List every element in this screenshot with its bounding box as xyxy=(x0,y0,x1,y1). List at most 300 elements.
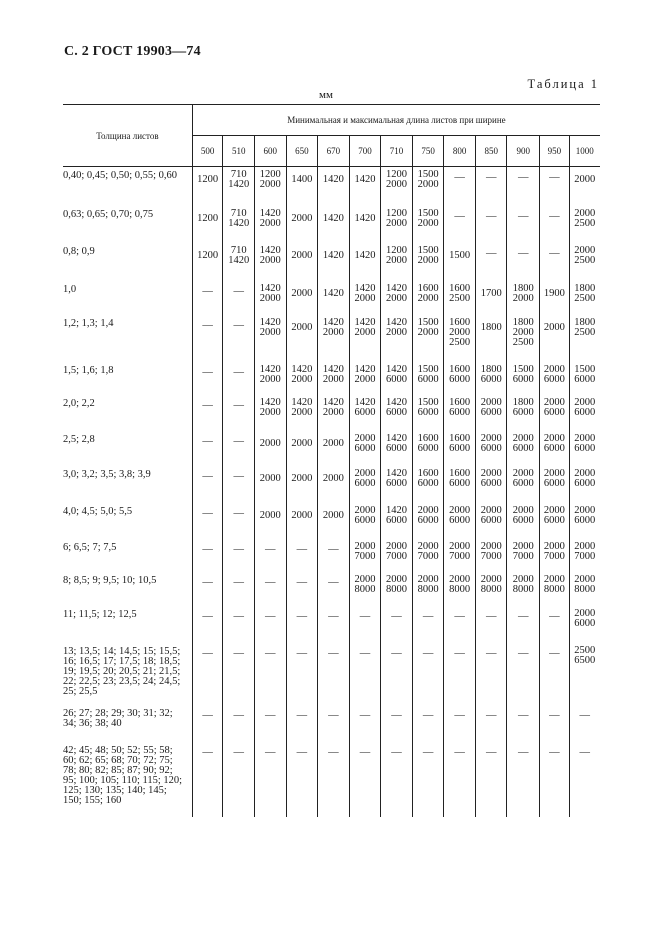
length-cell xyxy=(318,572,350,606)
length-value: 1200 xyxy=(197,249,219,261)
length-value: 6000 xyxy=(543,406,565,418)
length-value: 2000 xyxy=(386,254,407,266)
table-row xyxy=(63,315,600,362)
length-value: 1420 xyxy=(354,316,376,328)
length-value: 2000 xyxy=(386,326,407,338)
length-cell xyxy=(444,431,476,466)
length-value: 2000 xyxy=(449,326,471,338)
length-cell xyxy=(349,572,381,606)
length-cell xyxy=(475,395,507,431)
table-row xyxy=(63,431,600,466)
length-cell xyxy=(223,362,255,395)
length-cell xyxy=(349,742,381,817)
length-cell xyxy=(349,643,381,705)
length-cell xyxy=(349,466,381,503)
length-value: 6000 xyxy=(417,406,439,418)
length-cell xyxy=(254,705,286,742)
length-cell xyxy=(444,643,476,705)
table-row xyxy=(63,705,600,742)
length-cell xyxy=(286,167,318,206)
thickness-cell: 13; 13,5; 14; 14,5; 15; 15,5; 16; 16,5; 17; 17,5; 18; 18,5; 19; 19,5; 20; 20,5; 21; 21,5; 22; 22,5; 23; 23,5; 24; 24,5; 25; 25,5 xyxy=(63,645,181,697)
length-cell xyxy=(540,503,570,539)
thickness-cell: 2,5; 2,8 xyxy=(63,433,95,445)
length-cell xyxy=(286,206,318,243)
length-cell xyxy=(507,572,540,606)
length-value: 2000 xyxy=(574,174,596,185)
length-value: 1420 xyxy=(291,396,313,408)
length-value: 6000 xyxy=(354,406,376,418)
dash-mark: — xyxy=(579,746,591,758)
length-value: 2000 xyxy=(354,432,376,444)
length-cell xyxy=(540,606,570,643)
length-value: 8000 xyxy=(512,583,534,595)
length-value: 2000 xyxy=(259,472,281,484)
length-cell xyxy=(254,281,286,315)
length-cell xyxy=(412,503,444,539)
length-cell xyxy=(540,643,570,705)
length-cell xyxy=(507,643,540,705)
dash-mark: — xyxy=(202,470,213,482)
length-value: 1420 xyxy=(291,363,313,375)
length-cell xyxy=(192,606,223,643)
length-value: 2000 xyxy=(354,504,376,516)
dash-mark: — xyxy=(328,746,339,758)
length-cell xyxy=(381,466,413,503)
length-cell xyxy=(286,431,318,466)
length-value: 2000 xyxy=(480,540,502,552)
dash-mark: — xyxy=(265,746,276,758)
length-cell xyxy=(444,466,476,503)
length-cell xyxy=(540,281,570,315)
length-value: 2000 xyxy=(291,249,313,261)
thickness-cell: 26; 27; 28; 29; 30; 31; 32; 34; 36; 38; 40 xyxy=(63,707,173,729)
length-value: 2000 xyxy=(386,292,407,304)
length-value: 6000 xyxy=(574,442,596,454)
length-cell xyxy=(349,705,381,742)
length-cell xyxy=(507,431,540,466)
length-value: 2000 xyxy=(291,212,313,224)
length-value: 1420 xyxy=(228,179,250,190)
dash-mark: — xyxy=(518,172,529,183)
length-value: 1420 xyxy=(228,254,250,266)
length-cell xyxy=(223,395,255,431)
length-value: 1420 xyxy=(354,212,376,224)
dash-mark: — xyxy=(202,435,213,447)
thickness-column-header: Толщина листов xyxy=(63,105,192,167)
length-value: 6500 xyxy=(574,654,596,666)
length-value: 1500 xyxy=(574,363,596,375)
length-value: 6000 xyxy=(543,442,565,454)
length-cell xyxy=(540,466,570,503)
dash-mark: — xyxy=(422,610,434,622)
length-value: 2000 xyxy=(574,207,596,219)
length-cell xyxy=(540,243,570,281)
length-cell xyxy=(192,243,223,281)
dash-mark: — xyxy=(391,746,402,758)
length-cell xyxy=(569,281,600,315)
dash-mark: — xyxy=(485,709,497,721)
dash-mark: — xyxy=(454,647,465,659)
length-value: 1800 xyxy=(480,363,502,375)
length-value: 1400 xyxy=(291,174,313,185)
length-cell xyxy=(569,606,600,643)
length-value: 2000 xyxy=(259,326,281,338)
length-cell xyxy=(444,606,476,643)
length-cell xyxy=(475,243,507,281)
length-cell xyxy=(318,503,350,539)
length-value: 2000 xyxy=(543,540,565,552)
length-cell xyxy=(318,431,350,466)
length-value: 6000 xyxy=(480,477,502,489)
length-cell xyxy=(444,206,476,243)
dash-mark: — xyxy=(549,709,560,721)
length-cell xyxy=(569,315,600,362)
length-value: 2000 xyxy=(543,504,565,516)
dash-mark: — xyxy=(202,399,213,411)
dash-mark: — xyxy=(202,746,213,758)
length-cell xyxy=(540,167,570,206)
dash-mark: — xyxy=(296,746,308,758)
length-cell xyxy=(254,431,286,466)
length-value: 2000 xyxy=(417,326,439,338)
length-value: 2000 xyxy=(543,432,565,444)
dash-mark: — xyxy=(359,610,371,622)
length-cell xyxy=(540,742,570,817)
length-cell xyxy=(475,643,507,705)
dash-mark: — xyxy=(233,746,244,758)
table-row xyxy=(63,643,600,705)
length-cell xyxy=(286,395,318,431)
table-row xyxy=(63,606,600,643)
length-cell xyxy=(444,705,476,742)
length-value: 2000 xyxy=(386,179,407,190)
length-cell xyxy=(192,466,223,503)
length-cell xyxy=(412,539,444,572)
length-cell xyxy=(223,606,255,643)
length-cell xyxy=(412,243,444,281)
length-value: 1200 xyxy=(386,244,407,256)
length-value: 2000 xyxy=(417,254,439,266)
length-value: 1420 xyxy=(322,249,344,261)
length-value: 2000 xyxy=(291,472,313,484)
length-value: 1600 xyxy=(417,467,439,479)
length-value: 2000 xyxy=(322,326,344,338)
length-cell xyxy=(223,281,255,315)
length-value: 1420 xyxy=(354,363,376,375)
dash-mark: — xyxy=(265,647,276,659)
dash-mark: — xyxy=(233,399,244,411)
length-value: 2000 xyxy=(354,573,376,585)
table-row xyxy=(63,539,600,572)
dash-mark: — xyxy=(233,647,244,659)
length-value: 6000 xyxy=(386,442,407,454)
length-cell xyxy=(349,606,381,643)
length-value: 1420 xyxy=(322,287,344,299)
dash-mark: — xyxy=(518,647,529,659)
dash-mark: — xyxy=(202,610,213,622)
length-value: 6000 xyxy=(449,373,471,385)
length-cell xyxy=(349,395,381,431)
length-cell xyxy=(507,206,540,243)
dash-mark: — xyxy=(518,746,529,758)
length-cell xyxy=(223,431,255,466)
length-value: 2000 xyxy=(417,504,439,516)
table-row xyxy=(63,466,600,503)
width-header-750: 750 xyxy=(412,136,444,167)
length-cell xyxy=(381,572,413,606)
length-value: 2000 xyxy=(543,396,565,408)
length-cell xyxy=(254,167,286,206)
length-value: 2500 xyxy=(512,336,534,348)
dash-mark: — xyxy=(549,610,560,622)
length-value: 6000 xyxy=(417,477,439,489)
length-value: 2000 xyxy=(512,504,534,516)
length-value: 2000 xyxy=(543,321,565,333)
length-cell xyxy=(286,643,318,705)
length-value: 6000 xyxy=(480,514,502,526)
length-cell xyxy=(286,539,318,572)
length-cell xyxy=(318,606,350,643)
length-cell xyxy=(507,539,540,572)
length-cell xyxy=(569,362,600,395)
length-value: 1420 xyxy=(259,244,281,256)
width-header-650: 650 xyxy=(286,136,318,167)
length-cell xyxy=(349,167,381,206)
length-cell xyxy=(569,431,600,466)
length-value: 2000 xyxy=(480,573,502,585)
length-cell xyxy=(223,742,255,817)
length-value: 2000 xyxy=(449,504,471,516)
length-value: 2000 xyxy=(322,509,344,521)
dash-mark: — xyxy=(454,610,465,622)
length-value: 2000 xyxy=(512,467,534,479)
length-cell xyxy=(318,206,350,243)
dash-mark: — xyxy=(518,709,529,721)
length-cell xyxy=(286,705,318,742)
dash-mark: — xyxy=(233,507,244,519)
length-cell xyxy=(507,243,540,281)
dash-mark: — xyxy=(518,247,529,259)
length-value: 1420 xyxy=(386,396,407,408)
length-value: 8000 xyxy=(543,583,565,595)
length-value: 1600 xyxy=(417,432,439,444)
sheet-length-table xyxy=(63,104,600,817)
length-cell xyxy=(412,431,444,466)
length-value: 2000 xyxy=(291,437,313,449)
dash-mark: — xyxy=(202,543,213,555)
length-value: 1500 xyxy=(417,169,439,180)
length-value: 1800 xyxy=(512,316,534,328)
dash-mark: — xyxy=(233,319,244,331)
length-cell xyxy=(349,539,381,572)
dash-mark: — xyxy=(454,746,465,758)
dash-mark: — xyxy=(422,647,434,659)
length-value: 2000 xyxy=(512,540,534,552)
length-value: 8000 xyxy=(449,583,471,595)
length-value: 2500 xyxy=(574,254,596,266)
length-value: 7000 xyxy=(386,550,407,562)
length-value: 1600 xyxy=(449,396,471,408)
length-value: 7000 xyxy=(480,550,502,562)
length-cell xyxy=(318,705,350,742)
length-value: 8000 xyxy=(386,583,407,595)
length-cell xyxy=(540,572,570,606)
length-value: 2000 xyxy=(512,326,534,338)
length-cell xyxy=(254,643,286,705)
thickness-cell: 1,0 xyxy=(63,283,77,295)
dash-mark: — xyxy=(485,610,497,622)
length-cell xyxy=(412,167,444,206)
length-cell xyxy=(381,503,413,539)
length-cell xyxy=(412,705,444,742)
length-cell xyxy=(444,742,476,817)
length-value: 2000 xyxy=(543,467,565,479)
dash-mark: — xyxy=(454,210,465,222)
length-value: 1420 xyxy=(386,282,407,294)
length-value: 2000 xyxy=(417,292,439,304)
dash-mark: — xyxy=(549,172,560,183)
length-cell xyxy=(318,167,350,206)
page-header: С. 2 ГОСТ 19903—74 xyxy=(64,44,201,59)
length-cell xyxy=(223,315,255,362)
length-cell xyxy=(475,705,507,742)
length-value: 2000 xyxy=(386,217,407,229)
length-value: 7000 xyxy=(512,550,534,562)
length-cell xyxy=(412,466,444,503)
length-value: 2000 xyxy=(259,179,281,190)
length-value: 2000 xyxy=(574,607,596,619)
dash-mark: — xyxy=(454,172,465,183)
length-cell xyxy=(254,395,286,431)
length-value: 2000 xyxy=(291,406,313,418)
length-value: 1200 xyxy=(197,174,219,185)
length-cell xyxy=(349,431,381,466)
length-cell xyxy=(286,572,318,606)
length-value: 2500 xyxy=(574,644,596,656)
length-cell xyxy=(381,539,413,572)
dash-mark: — xyxy=(328,576,339,588)
width-header-950: 950 xyxy=(540,136,570,167)
width-header-710: 710 xyxy=(381,136,413,167)
length-value: 1420 xyxy=(259,282,281,294)
dash-mark: — xyxy=(328,543,339,555)
dash-mark: — xyxy=(391,709,402,721)
length-cell xyxy=(318,395,350,431)
length-value: 2000 xyxy=(291,509,313,521)
length-value: 1500 xyxy=(512,363,534,375)
length-cell xyxy=(507,395,540,431)
length-cell xyxy=(475,572,507,606)
length-cell xyxy=(412,742,444,817)
length-cell xyxy=(223,705,255,742)
length-value: 1420 xyxy=(259,396,281,408)
length-cell xyxy=(192,315,223,362)
length-value: 2000 xyxy=(322,472,344,484)
dash-mark: — xyxy=(233,610,244,622)
dash-mark: — xyxy=(202,366,213,378)
length-value: 2000 xyxy=(480,504,502,516)
length-value: 2500 xyxy=(449,336,471,348)
length-cell xyxy=(412,315,444,362)
width-header-600: 600 xyxy=(254,136,286,167)
length-cell xyxy=(569,466,600,503)
length-value: 2500 xyxy=(449,292,471,304)
length-value: 1600 xyxy=(449,432,471,444)
length-cell xyxy=(254,243,286,281)
dash-mark: — xyxy=(391,647,402,659)
length-value: 1500 xyxy=(417,396,439,408)
length-value: 2000 xyxy=(417,540,439,552)
length-value: 1600 xyxy=(449,467,471,479)
length-cell xyxy=(223,466,255,503)
dash-mark: — xyxy=(265,543,276,555)
thickness-cell: 11; 11,5; 12; 12,5 xyxy=(63,608,137,620)
length-cell xyxy=(349,206,381,243)
length-cell xyxy=(444,539,476,572)
length-value: 6000 xyxy=(386,514,407,526)
dash-mark: — xyxy=(422,709,434,721)
length-value: 2500 xyxy=(574,292,596,304)
length-value: 8000 xyxy=(480,583,502,595)
length-cell xyxy=(569,503,600,539)
length-value: 8000 xyxy=(354,583,376,595)
length-value: 2000 xyxy=(480,432,502,444)
length-cell xyxy=(569,395,600,431)
width-span-header: Минимальная и максимальная длина листов при ширине xyxy=(192,105,600,136)
length-value: 6000 xyxy=(512,373,534,385)
length-cell xyxy=(254,315,286,362)
dash-mark: — xyxy=(549,210,560,222)
length-value: 2000 xyxy=(417,217,439,229)
length-cell xyxy=(540,431,570,466)
length-cell xyxy=(412,643,444,705)
length-value: 710 xyxy=(230,244,247,256)
length-cell xyxy=(475,466,507,503)
unit-label: мм xyxy=(319,89,333,101)
length-value: 710 xyxy=(230,207,247,219)
length-cell xyxy=(569,167,600,206)
dash-mark: — xyxy=(233,470,244,482)
length-cell xyxy=(475,167,507,206)
length-value: 2000 xyxy=(512,432,534,444)
width-header-670: 670 xyxy=(318,136,350,167)
length-cell xyxy=(412,362,444,395)
length-value: 2500 xyxy=(574,217,596,229)
dash-mark: — xyxy=(265,709,276,721)
dash-mark: — xyxy=(265,576,276,588)
length-value: 1420 xyxy=(354,174,376,185)
length-value: 2000 xyxy=(291,287,313,299)
length-cell xyxy=(507,705,540,742)
table-row xyxy=(63,243,600,281)
length-value: 2000 xyxy=(449,540,471,552)
length-cell xyxy=(318,362,350,395)
dash-mark: — xyxy=(202,709,213,721)
length-value: 2000 xyxy=(449,573,471,585)
dash-mark: — xyxy=(296,543,308,555)
length-cell xyxy=(507,503,540,539)
length-cell xyxy=(412,606,444,643)
dash-mark: — xyxy=(328,610,339,622)
dash-mark: — xyxy=(233,576,244,588)
length-cell xyxy=(381,431,413,466)
length-value: 1800 xyxy=(574,282,596,294)
length-cell xyxy=(569,572,600,606)
dash-mark: — xyxy=(549,647,560,659)
length-cell xyxy=(349,503,381,539)
table-body xyxy=(63,167,600,817)
dash-mark: — xyxy=(328,647,339,659)
